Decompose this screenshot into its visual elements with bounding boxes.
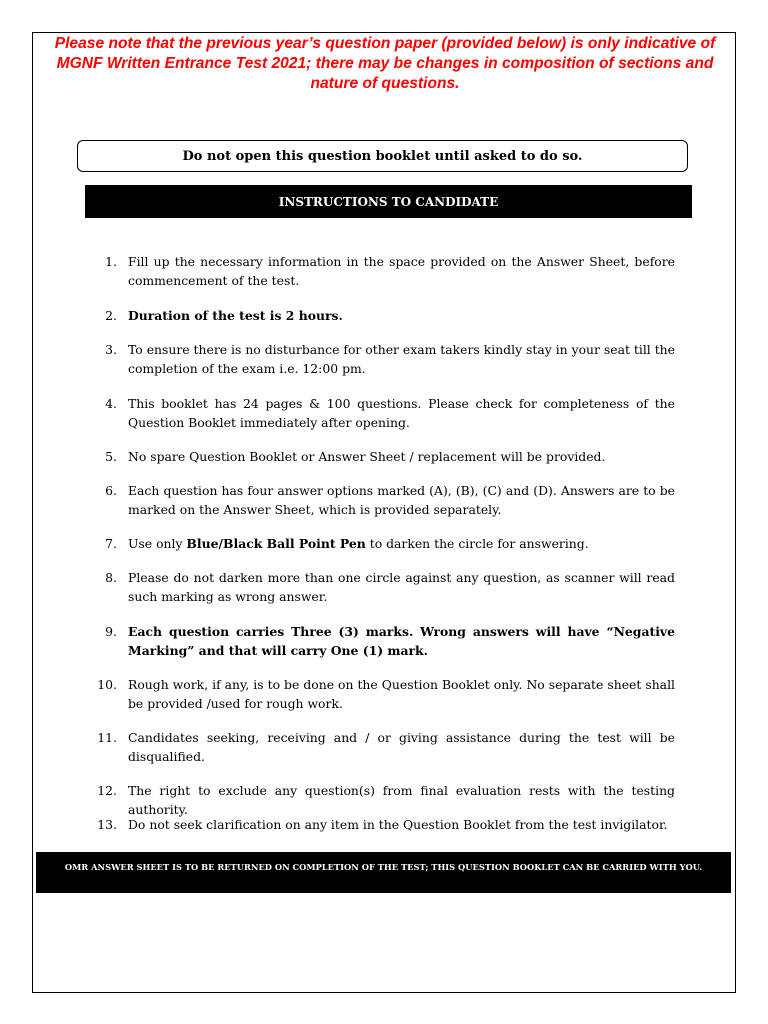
item-text: Each question has four answer options marked (A), (B), (C) and (D). Answers are to be marked on the Answer Sheet, which is provided separately. — [128, 483, 675, 517]
list-item — [85, 252, 675, 290]
list-item — [85, 306, 675, 325]
list-item — [85, 568, 675, 606]
list-item — [85, 781, 675, 819]
instructions-heading — [85, 185, 692, 218]
item-text: No spare Question Booklet or Answer Sheet / replacement will be provided. — [128, 449, 606, 464]
list-item — [85, 534, 675, 553]
item-text-pre: Use only — [128, 536, 187, 551]
item-text: Fill up the necessary information in the space provided on the Answer Sheet, before commencement of the test. — [128, 254, 675, 288]
item-number: 8. — [105, 570, 117, 585]
list-item — [85, 481, 675, 519]
item-text-post: to darken the circle for answering. — [365, 536, 589, 551]
item-number: 11. — [97, 730, 117, 745]
list-item — [85, 815, 675, 834]
item-text: Please do not darken more than one circle against any question, as scanner will read such marking as wrong answer. — [128, 570, 675, 604]
item-text: Rough work, if any, is to be done on the Question Booklet only. No separate sheet shall be provided /used for rough work. — [128, 677, 675, 711]
list-item — [85, 447, 675, 466]
notice-text: Please note that the previous year’s question paper (provided below) is only indicative of MGNF Written Entrance Test 2021; there may be changes in composition of sections and nature of questions. — [54, 35, 716, 92]
footer-text: OMR ANSWER SHEET IS TO BE RETURNED ON COMPLETION OF THE TEST; THIS QUESTION BOOKLET CAN BE CARRIED WITH YOU. — [64, 861, 703, 872]
item-number: 7. — [105, 536, 117, 551]
item-number: 2. — [105, 308, 117, 323]
item-number: 4. — [105, 396, 117, 411]
item-number: 13. — [97, 817, 117, 832]
instructions-title: INSTRUCTIONS TO CANDIDATE — [278, 194, 499, 209]
item-bold-text: Duration of the test is 2 hours. — [128, 308, 343, 323]
item-number: 5. — [105, 449, 117, 464]
footer-banner — [36, 852, 731, 893]
item-text: This booklet has 24 pages & 100 questions. Please check for completeness of the Question Booklet immediately after opening. — [128, 396, 675, 430]
item-bold-text: Blue/Black Ball Point Pen — [186, 536, 366, 551]
item-number: 12. — [97, 783, 117, 798]
list-item — [85, 728, 675, 766]
list-item — [85, 394, 675, 432]
list-item — [85, 675, 675, 713]
item-text: The right to exclude any question(s) from final evaluation rests with the testing authority. — [128, 783, 675, 817]
item-number: 10. — [97, 677, 117, 692]
list-item — [85, 622, 675, 660]
item-text: To ensure there is no disturbance for other exam takers kindly stay in your seat till the completion of the exam i.e. 12:00 pm. — [128, 342, 675, 376]
list-item — [85, 340, 675, 378]
item-number: 6. — [105, 483, 117, 498]
item-number: 9. — [105, 624, 117, 639]
item-bold-text: Each question carries Three (3) marks. Wrong answers will have “Negative Marking” and that will carry One (1) mark. — [128, 624, 675, 658]
warning-text: Do not open this question booklet until asked to do so. — [182, 148, 583, 164]
item-number: 3. — [105, 342, 117, 357]
item-text: Do not seek clarification on any item in the Question Booklet from the test invigilator. — [128, 817, 668, 832]
warning-box — [77, 140, 688, 172]
item-number: 1. — [105, 254, 117, 269]
item-text: Candidates seeking, receiving and / or giving assistance during the test will be disqualified. — [128, 730, 675, 764]
